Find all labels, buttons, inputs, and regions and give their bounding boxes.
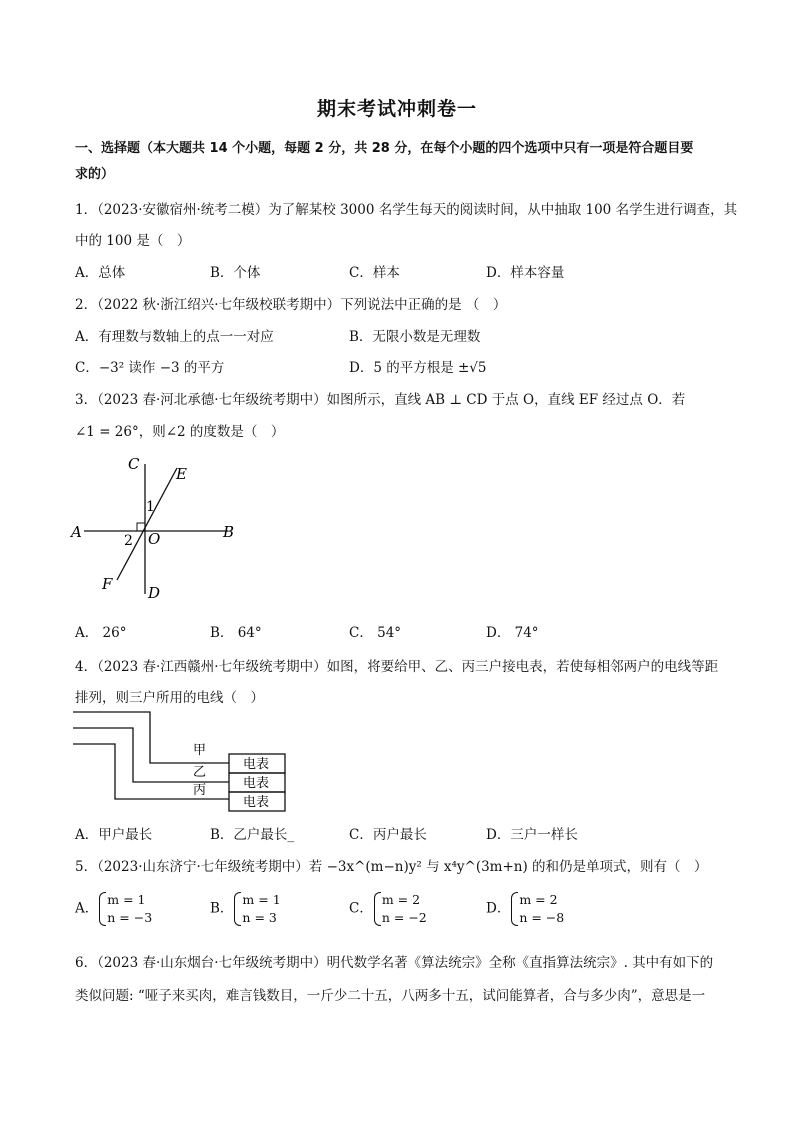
label-b: B xyxy=(223,523,235,541)
q3-option-c[interactable]: C． 54° xyxy=(349,625,402,641)
label-meter-2: 电表 xyxy=(243,776,270,791)
label-c: C xyxy=(128,455,140,473)
q5-option-b-label: B． xyxy=(210,900,234,917)
q4-wiring-figure xyxy=(70,706,295,818)
label-bing: 丙 xyxy=(193,783,207,798)
q4-stem-line1: 4．（2023 春·江西赣州·七年级统考期中）如图，将要给甲、乙、丙三户接电表，若使每相邻两户的电线等距 xyxy=(75,659,719,675)
q5-b-row2: n = 3 xyxy=(242,910,277,925)
q1-stem-line2: 中的 100 是（ ） xyxy=(75,233,191,249)
q6-stem-line1: 6．（2023 春·山东烟台·七年级统考期中）明代数学名著《算法统宗》全称《直指算法统宗》. 其中有如下的 xyxy=(75,955,714,971)
label-meter-1: 电表 xyxy=(243,757,270,772)
q5-b-row1: m = 1 xyxy=(242,892,281,907)
q1-stem-line1: 1．（2023·安徽宿州·统考二模）为了解某校 3000 名学生每天的阅读时间，从中抽取 100 名学生进行调查，其 xyxy=(75,202,738,218)
q5-stem: 5．（2023·山东济宁·七年级统考期中）若 −3x^(m−n)y² 与 x⁴y^(3m+n) 的和仍是单项式，则有（ ） xyxy=(75,859,708,875)
q1-option-b[interactable]: B．个体 xyxy=(210,265,261,281)
q5-a-row1: m = 1 xyxy=(107,892,146,907)
q5-option-d-label: D． xyxy=(486,900,511,917)
q3-option-a[interactable]: A． 26° xyxy=(75,625,127,641)
q5-option-d[interactable] xyxy=(486,891,564,927)
q1-option-c[interactable]: C．样本 xyxy=(349,265,400,281)
q3-option-b[interactable]: B． 64° xyxy=(210,625,262,641)
q5-option-c[interactable] xyxy=(349,891,427,927)
q1-option-d[interactable]: D．样本容量 xyxy=(486,265,565,281)
q5-option-a[interactable] xyxy=(75,891,152,927)
q5-option-a-label: A． xyxy=(75,900,99,917)
q2-stem: 2．（2022 秋·浙江绍兴·七年级校联考期中）下列说法中正确的是 （ ） xyxy=(75,297,507,313)
page-title: 期末考试冲刺卷一 xyxy=(316,98,477,120)
section-heading-line1: 一、选择题（本大题共 14 个小题，每题 2 分，共 28 分，在每个小题的四个选项中只有一项是符合题目要 xyxy=(75,141,694,156)
q4-option-c[interactable]: C．丙户最长 xyxy=(349,827,427,843)
q5-option-c-label: C． xyxy=(349,900,373,917)
q5-option-d-system xyxy=(510,891,564,927)
q5-d-row1: m = 2 xyxy=(519,892,558,907)
q2-option-d[interactable]: D．5 的平方根是 ±√5 xyxy=(349,360,487,376)
q5-option-b-system xyxy=(233,891,280,927)
q4-stem-line2: 排列，则三户所用的电线（ ） xyxy=(75,690,264,706)
label-angle-1: 1 xyxy=(146,499,155,515)
q2-option-a[interactable]: A．有理数与数轴上的点一一对应 xyxy=(75,329,274,345)
q4-option-d[interactable]: D．三户一样长 xyxy=(486,827,578,843)
q1-option-a[interactable]: A．总体 xyxy=(75,265,126,281)
label-jia: 甲 xyxy=(193,743,207,758)
q3-option-d[interactable]: D． 74° xyxy=(486,625,539,641)
q6-stem-line2: 类似问题: “哑子来买肉，难言钱数目，一斤少二十五，八两多十五，试问能算者，合与多少肉”，意思是一 xyxy=(75,988,706,1004)
q3-stem-line1: 3．（2023 春·河北承德·七年级统考期中）如图所示，直线 AB ⊥ CD 于点 O，直线 EF 经过点 O．若 xyxy=(75,392,686,408)
q4-option-a[interactable]: A．甲户最长 xyxy=(75,827,153,843)
q2-option-c[interactable]: C．−3² 读作 −3 的平方 xyxy=(75,360,225,376)
q5-option-b[interactable] xyxy=(210,891,281,927)
q5-option-a-system xyxy=(98,891,152,927)
q5-a-row2: n = −3 xyxy=(107,910,153,925)
q5-option-c-system xyxy=(373,891,427,927)
label-a: A xyxy=(71,523,82,541)
q4-option-b[interactable]: B．乙户最长_ xyxy=(210,827,295,843)
line-ef xyxy=(117,468,177,580)
q5-c-row2: n = −2 xyxy=(381,910,427,925)
q5-d-row2: n = −8 xyxy=(519,910,565,925)
section-heading-line2: 求的） xyxy=(75,167,115,182)
q5-c-row1: m = 2 xyxy=(381,892,421,907)
label-d: D xyxy=(148,584,161,602)
q3-stem-line2: ∠1 = 26°，则∠2 的度数是（ ） xyxy=(75,424,285,440)
label-angle-2: 2 xyxy=(124,533,133,549)
q2-option-b[interactable]: B．无限小数是无理数 xyxy=(349,329,481,345)
label-yi: 乙 xyxy=(193,765,207,780)
label-f: F xyxy=(102,575,113,593)
label-o: O xyxy=(148,530,161,548)
label-e: E xyxy=(176,465,187,483)
q3-angle-figure xyxy=(60,450,250,610)
label-meter-3: 电表 xyxy=(243,795,270,810)
